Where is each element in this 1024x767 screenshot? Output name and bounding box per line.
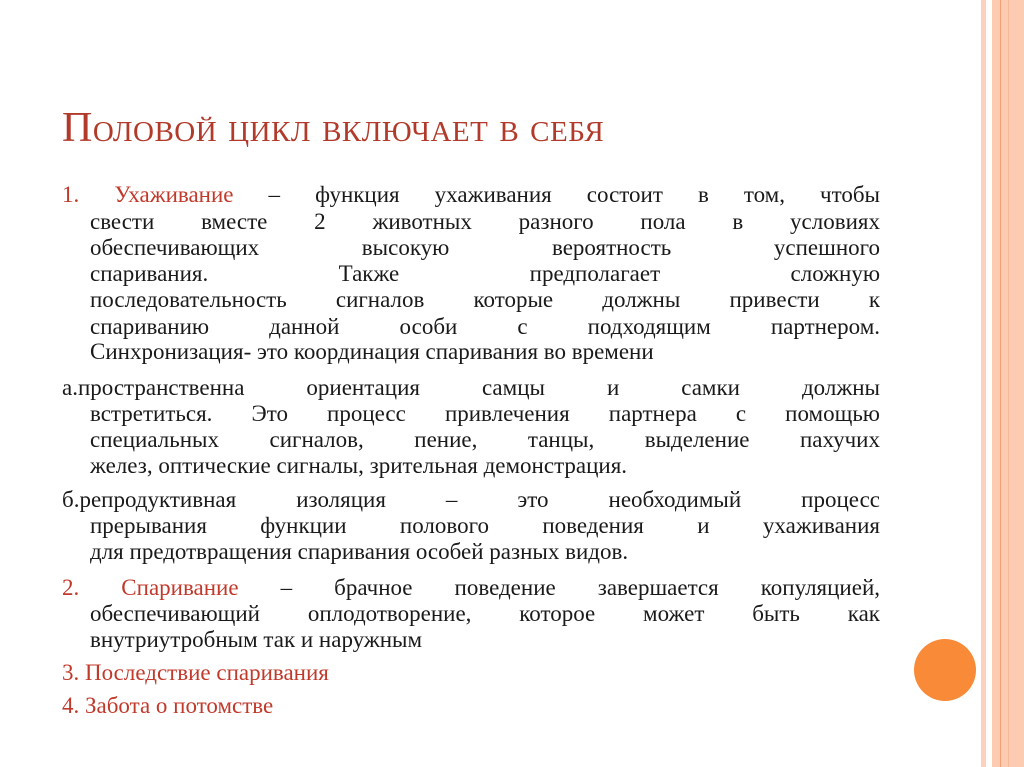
p1-line: последовательность сигналов которые должны привести к bbox=[90, 287, 880, 312]
p2-term: Спаривание bbox=[121, 575, 239, 600]
pa-line: специальных сигналов, пение, танцы, выделение пахучих bbox=[90, 427, 880, 452]
p2-line-1 bbox=[62, 575, 880, 601]
pa-line: желез, оптические сигналы, зрительная демонстрация. bbox=[90, 453, 628, 478]
p1-line-1 bbox=[62, 182, 880, 208]
p1-text: – функция ухаживания состоит в том, чтобы bbox=[233, 182, 880, 207]
p1-line: обеспечивающих высокую вероятность успешного bbox=[90, 235, 880, 260]
pa-line: а.пространственна ориентация самцы и самки должны bbox=[62, 375, 880, 400]
pa-line: встретиться. Это процесс привлечения партнера с помощью bbox=[90, 401, 880, 426]
slide-title: Половой цикл включает в себя bbox=[62, 105, 605, 151]
decor-stripe bbox=[981, 0, 986, 767]
p2-text: – брачное поведение завершается копуляцией, bbox=[238, 575, 880, 600]
pb-line: б.репродуктивная изоляция – это необходимый процесс bbox=[62, 487, 880, 512]
p2-line: внутриутробным так и наружным bbox=[90, 627, 423, 652]
decor-stripe bbox=[1000, 0, 1001, 767]
p1-term: Ухаживание bbox=[114, 182, 234, 207]
p3-item: 3. Последствие спаривания bbox=[62, 660, 329, 685]
pb-line: для предотвращения спаривания особей разных видов. bbox=[90, 539, 629, 564]
p4-item: 4. Забота о потомстве bbox=[62, 693, 274, 718]
decor-stripe bbox=[1008, 0, 1009, 767]
p1-line: спаривания. Также предполагает сложную bbox=[90, 261, 880, 286]
p1-line: Синхронизация- это координация спаривания во времени bbox=[90, 339, 654, 364]
p2-number: 2. bbox=[62, 575, 122, 600]
pb-line: прерывания функции полового поведения и ухаживания bbox=[90, 513, 880, 538]
p1-line: свести вместе 2 животных разного пола в условиях bbox=[90, 209, 880, 234]
p1-line: спариванию данной особи с подходящим партнером. bbox=[90, 314, 880, 339]
p1-number: 1. bbox=[62, 182, 115, 207]
decor-circle bbox=[914, 639, 976, 701]
p2-line: обеспечивающий оплодотворение, которое может быть как bbox=[90, 601, 880, 626]
